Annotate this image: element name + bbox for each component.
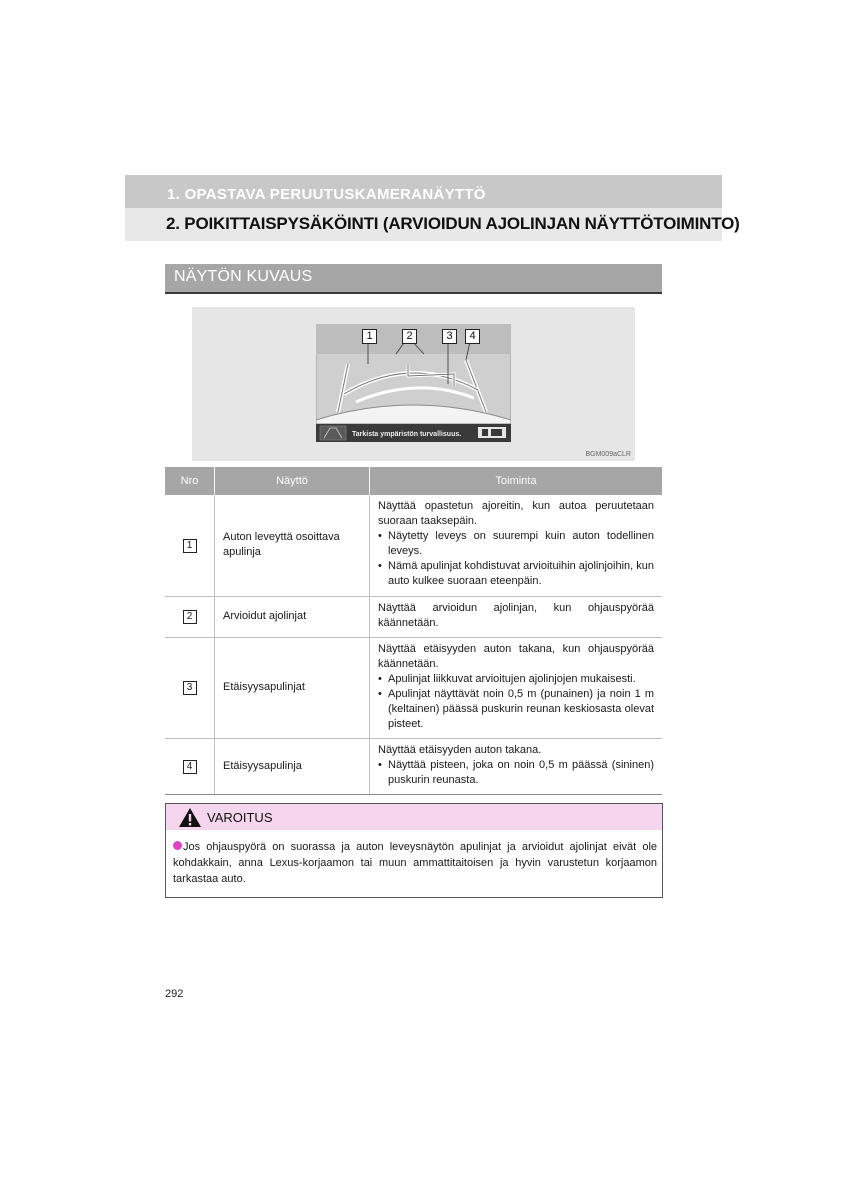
column-header-function: Toiminta: [370, 467, 663, 495]
row-number: 1: [183, 539, 197, 553]
callout-1: 1: [362, 329, 377, 344]
warning-triangle-icon: [178, 807, 202, 828]
row-number: 3: [183, 681, 197, 695]
table-row: [165, 495, 662, 596]
row-function: [370, 637, 663, 738]
column-header-display: Näyttö: [215, 467, 370, 495]
row-function-bullet: • Apulinjat liikkuvat arvioitujen ajolinjojen mukaisesti.: [378, 672, 654, 687]
callout-4: 4: [465, 329, 480, 344]
row-number: 2: [183, 610, 197, 624]
row-function: [370, 495, 663, 596]
row-function-bullet: • Näytetty leveys on suurempi kuin auton todellinen leveys.: [378, 529, 654, 559]
callout-3: 3: [442, 329, 457, 344]
figure-code: BGM009aCLR: [585, 451, 631, 458]
row-function-intro: Näyttää etäisyyden auton takana.: [378, 743, 542, 756]
function-table: [165, 467, 662, 795]
table-row: [165, 637, 662, 738]
table-header-row: [165, 467, 662, 495]
row-display: Arvioidut ajolinjat: [215, 596, 370, 637]
row-function-bullet: • Nämä apulinjat kohdistuvat arvioituihin ajolinjoihin, kun auto kulkee suoraan eteenpäin.: [378, 559, 654, 589]
row-function-intro: Näyttää etäisyyden auton takana, kun ohjauspyörää käännetään.: [378, 642, 654, 670]
camera-screen-caption: Tarkista ympäristön turvallisuus.: [352, 431, 462, 438]
warning-text-block: [173, 839, 657, 887]
warning-title: VAROITUS: [207, 810, 273, 825]
row-function-bullet: • Näyttää pisteen, joka on noin 0,5 m päässä (sininen) puskurin reunasta.: [378, 758, 654, 788]
row-display: Etäisyysapulinja: [215, 738, 370, 794]
table-row: [165, 738, 662, 794]
warning-bullet-icon: [173, 841, 182, 850]
page-number: 292: [165, 988, 184, 1000]
row-function: [370, 738, 663, 794]
chapter-title: 1. OPASTAVA PERUUTUSKAMERANÄYTTÖ: [167, 186, 486, 203]
row-function-intro: Näyttää arvioidun ajolinjan, kun ohjauspyörää käännetään.: [378, 601, 654, 629]
row-display: Auton leveyttä osoittava apulinja: [215, 495, 370, 596]
column-header-nro: Nro: [165, 467, 215, 495]
row-number: 4: [183, 760, 197, 774]
warning-box: [165, 803, 663, 898]
chapter-header: [125, 175, 740, 241]
table-row: [165, 596, 662, 637]
section-heading-label: NÄYTÖN KUVAUS: [174, 268, 313, 285]
warning-text: Jos ohjauspyörä on suorassa ja auton leveysnäytön apulinjat ja arvioidut ajolinjat eivät ole kohdakkain, anna Lexus-korjaamon tai muun ammattitaitoisen ja hyvin varustetun korjaamon tarkastaa auto.: [173, 841, 657, 885]
row-function: [370, 596, 663, 637]
section-title: 2. POIKITTAISPYSÄKÖINTI (ARVIOIDUN AJOLINJAN NÄYTTÖTOIMINTO): [166, 214, 740, 233]
section-heading: [165, 264, 662, 294]
section-title-band: [125, 208, 740, 241]
row-display: Etäisyysapulinjat: [215, 637, 370, 738]
camera-figure: [192, 307, 635, 461]
row-function-intro: Näyttää opastetun ajoreitin, kun autoa peruutetaan suoraan taaksepäin.: [378, 500, 654, 528]
callout-2: 2: [402, 329, 417, 344]
warning-header: [166, 804, 662, 830]
row-function-bullet: • Apulinjat näyttävät noin 0,5 m (punainen) ja noin 1 m (keltainen) päässä puskurin reunan keskiosasta olevat pisteet.: [378, 687, 654, 732]
